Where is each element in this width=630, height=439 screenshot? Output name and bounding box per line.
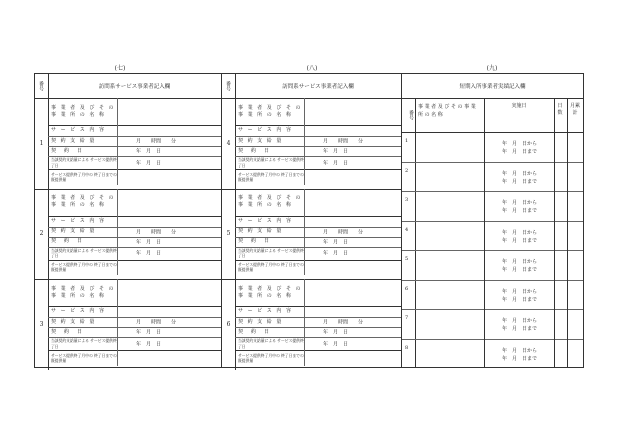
period-from[interactable]: 年 月 日から xyxy=(502,318,538,324)
field-value[interactable] xyxy=(118,327,221,337)
short-stay-row xyxy=(402,221,583,252)
field-placeholder: 月 時間 分 xyxy=(323,229,364,235)
block-number: 1 xyxy=(35,98,49,189)
row-number: 1 xyxy=(405,138,409,144)
field-label: サービス提供終了月中の 終了日までの既提供量 xyxy=(48,260,118,276)
field-placeholder: 月 時間 分 xyxy=(136,319,177,326)
field-value[interactable] xyxy=(305,327,401,337)
field-placeholder: 月 時間 分 xyxy=(323,319,364,326)
field-value[interactable] xyxy=(305,136,401,146)
field-label: 契 約 支 給 量 xyxy=(235,227,305,237)
column-divider xyxy=(567,132,568,162)
field-label: 当該契約支給量による サービス提供終了日 xyxy=(235,156,305,169)
field-label: 契 約 支 給 量 xyxy=(235,136,305,146)
field-value[interactable] xyxy=(305,125,401,136)
field-label: 当該契約支給量による サービス提供終了日 xyxy=(48,156,118,169)
form-row-end-date xyxy=(48,337,221,351)
field-value[interactable] xyxy=(305,260,401,276)
field-value[interactable] xyxy=(118,189,221,216)
column-divider xyxy=(567,162,568,192)
field-placeholder: 年 月 日 xyxy=(136,341,162,347)
column-divider xyxy=(567,250,568,280)
form-row-summary xyxy=(48,169,221,185)
block-number: 5 xyxy=(222,189,236,280)
field-placeholder: 月 時間 分 xyxy=(323,138,364,145)
field-value[interactable] xyxy=(305,156,401,169)
field-label: 契 約 日 xyxy=(48,146,118,156)
period-from[interactable]: 年 月 日から xyxy=(502,229,538,236)
field-value[interactable] xyxy=(305,216,401,227)
period-from[interactable]: 年 月 日から xyxy=(502,347,538,354)
service-block xyxy=(222,189,401,281)
row-number: 7 xyxy=(405,315,409,321)
form-row-provider xyxy=(235,189,401,217)
field-placeholder: 年 月 日 xyxy=(136,329,162,336)
row-number: 2 xyxy=(405,167,409,174)
field-value[interactable] xyxy=(118,317,221,327)
column-divider xyxy=(484,162,485,192)
header-title: 訪問系サービス事業者記入欄 xyxy=(282,84,354,90)
column-divider xyxy=(554,191,555,221)
field-label: 契 約 日 xyxy=(48,237,118,247)
field-value[interactable] xyxy=(118,279,221,306)
field-value[interactable] xyxy=(305,237,401,247)
field-placeholder: 年 月 日 xyxy=(323,250,349,257)
column-days: 日数 xyxy=(557,103,563,116)
column-divider xyxy=(484,280,485,310)
field-value[interactable] xyxy=(118,98,221,125)
period-to[interactable]: 年 月 日まで xyxy=(502,178,538,185)
row-number: 8 xyxy=(405,344,409,351)
field-placeholder: 年 月 日 xyxy=(136,148,162,155)
field-label: 契 約 日 xyxy=(235,146,305,156)
column-divider xyxy=(554,309,555,339)
form-row-provider xyxy=(48,279,221,307)
form-row-end-date xyxy=(235,156,401,170)
period-to[interactable]: 年 月 日まで xyxy=(502,237,538,244)
header-number-label: 番号 xyxy=(222,74,236,98)
field-label: サ ー ビ ス 内 容 xyxy=(235,125,305,136)
section-9-panel xyxy=(401,73,584,368)
section-label-8: (八) xyxy=(306,65,318,72)
field-value[interactable] xyxy=(118,260,221,276)
field-label: サービス提供終了月中の 終了日までの既提供量 xyxy=(235,260,305,276)
section-9-header xyxy=(402,74,583,99)
field-value[interactable] xyxy=(305,169,401,185)
period-to[interactable]: 年 月 日まで xyxy=(502,208,538,214)
field-value[interactable] xyxy=(305,317,401,327)
form-row-end-date xyxy=(235,337,401,351)
field-value[interactable] xyxy=(118,146,221,156)
field-label: 事 業 者 及 び そ の 事 業 所 の 名 称 xyxy=(48,189,118,216)
field-label: 事 業 者 及 び そ の 事 業 所 の 名 称 xyxy=(235,189,305,216)
field-label: サ ー ビ ス 内 容 xyxy=(48,125,118,136)
section-8-header xyxy=(222,74,401,99)
form-row-provider xyxy=(48,98,221,126)
service-block xyxy=(35,98,221,190)
column-divider xyxy=(567,191,568,221)
block-number: 6 xyxy=(222,279,236,370)
field-value[interactable] xyxy=(305,247,401,260)
short-stay-row xyxy=(402,280,583,311)
field-placeholder: 年 月 日 xyxy=(136,250,162,257)
field-label: サービス提供終了月中の 終了日までの既提供量 xyxy=(235,169,305,185)
field-label: 契 約 日 xyxy=(235,237,305,247)
field-label: 契 約 日 xyxy=(235,327,305,337)
field-value[interactable] xyxy=(305,227,401,237)
service-block xyxy=(222,279,401,370)
field-label: サービス提供終了月中の 終了日までの既提供量 xyxy=(48,169,118,185)
section-label-7: (七) xyxy=(114,65,126,72)
period-from[interactable]: 年 月 日から xyxy=(502,259,538,265)
field-label: 当該契約支給量による サービス提供終了日 xyxy=(48,247,118,260)
column-divider xyxy=(567,280,568,310)
field-placeholder: 年 月 日 xyxy=(323,148,349,155)
field-label: 事 業 者 及 び そ の 事 業 所 の 名 称 xyxy=(48,279,118,306)
block-number: 3 xyxy=(35,279,49,370)
column-divider xyxy=(567,339,568,369)
column-divider xyxy=(484,309,485,339)
field-value[interactable] xyxy=(305,337,401,350)
short-stay-row xyxy=(402,309,583,340)
field-label: サ ー ビ ス 内 容 xyxy=(235,306,305,317)
section-label-9: (九) xyxy=(486,65,498,72)
period-from[interactable]: 年 月 日から xyxy=(502,288,538,295)
field-label: 契 約 支 給 量 xyxy=(235,317,305,327)
field-value[interactable] xyxy=(118,306,221,317)
field-value[interactable] xyxy=(305,189,401,216)
section-7-header xyxy=(35,74,221,99)
column-divider xyxy=(484,191,485,221)
period-from[interactable]: 年 月 日から xyxy=(502,200,538,206)
header-title: 短期入所事業者実績記入欄 xyxy=(459,84,526,90)
period-to[interactable]: 年 月 日まで xyxy=(502,149,538,155)
field-value[interactable] xyxy=(118,350,221,366)
column-divider xyxy=(554,280,555,310)
field-value[interactable] xyxy=(305,306,401,317)
period-to[interactable]: 年 月 日まで xyxy=(502,296,538,303)
field-value[interactable] xyxy=(118,169,221,185)
form-row-end-date xyxy=(48,156,221,170)
service-block xyxy=(35,189,221,281)
row-number: 6 xyxy=(405,285,409,292)
service-block xyxy=(222,98,401,190)
column-divider xyxy=(554,250,555,280)
column-divider xyxy=(554,339,555,369)
column-divider xyxy=(567,221,568,251)
field-value[interactable] xyxy=(305,146,401,156)
field-value[interactable] xyxy=(118,136,221,146)
form-row-summary xyxy=(48,260,221,276)
field-placeholder: 年 月 日 xyxy=(323,239,349,245)
field-label: 契 約 支 給 量 xyxy=(48,317,118,327)
field-value[interactable] xyxy=(305,279,401,306)
field-value[interactable] xyxy=(118,156,221,169)
form-row-provider xyxy=(48,189,221,217)
form-row-summary xyxy=(235,350,401,366)
form-row-summary xyxy=(235,169,401,185)
form-row-end-date xyxy=(48,247,221,261)
field-value[interactable] xyxy=(305,98,401,125)
period-to[interactable]: 年 月 日まで xyxy=(502,355,538,362)
field-label: サ ー ビ ス 内 容 xyxy=(48,306,118,317)
field-label: 事 業 者 及 び そ の 事 業 所 の 名 称 xyxy=(235,98,305,125)
block-number: 2 xyxy=(35,189,49,280)
column-divider xyxy=(554,221,555,251)
form-row-summary xyxy=(48,350,221,366)
short-stay-row xyxy=(402,191,583,222)
column-divider xyxy=(484,221,485,251)
short-stay-row xyxy=(402,132,583,163)
field-label: サービス提供終了月中の 終了日までの既提供量 xyxy=(235,350,305,366)
field-value[interactable] xyxy=(118,237,221,247)
field-placeholder: 年 月 日 xyxy=(323,160,349,166)
field-label: 事 業 者 及 び そ の 事 業 所 の 名 称 xyxy=(235,279,305,306)
field-value[interactable] xyxy=(118,216,221,227)
column-divider xyxy=(484,132,485,162)
period-from[interactable]: 年 月 日から xyxy=(502,170,538,177)
period-to[interactable]: 年 月 日まで xyxy=(502,267,538,273)
field-value[interactable] xyxy=(118,227,221,237)
field-value[interactable] xyxy=(118,125,221,136)
header-title: 訪問系サービス事業者記入欄 xyxy=(98,84,171,90)
form-row-end-date xyxy=(235,247,401,261)
field-label: サ ー ビ ス 内 容 xyxy=(235,216,305,227)
form-row-provider xyxy=(235,279,401,307)
field-value[interactable] xyxy=(305,350,401,366)
period-from[interactable]: 年 月 日から xyxy=(502,141,538,147)
column-divider xyxy=(484,339,485,369)
field-label: サ ー ビ ス 内 容 xyxy=(48,216,118,227)
column-divider xyxy=(567,309,568,339)
column-total: 月累計 xyxy=(570,103,581,116)
field-label: 当該契約支給量による サービス提供終了日 xyxy=(48,337,118,350)
field-value[interactable] xyxy=(118,337,221,350)
section-7-panel xyxy=(34,73,222,368)
column-divider xyxy=(554,162,555,192)
field-label: 契 約 支 給 量 xyxy=(48,227,118,237)
row-number: 4 xyxy=(405,226,409,233)
field-placeholder: 月 時間 分 xyxy=(136,229,177,235)
field-label: 事 業 者 及 び そ の 事 業 所 の 名 称 xyxy=(48,98,118,125)
service-block xyxy=(35,279,221,370)
column-period: 実施日 xyxy=(511,103,527,109)
short-stay-row xyxy=(402,339,583,369)
field-value[interactable] xyxy=(118,247,221,260)
field-placeholder: 年 月 日 xyxy=(136,239,162,245)
field-placeholder: 年 月 日 xyxy=(136,160,162,166)
column-number: 番号 xyxy=(408,110,414,120)
field-label: 当該契約支給量による サービス提供終了日 xyxy=(235,337,305,350)
field-label: サービス提供終了月中の 終了日までの既提供量 xyxy=(48,350,118,366)
field-placeholder: 年 月 日 xyxy=(323,329,349,336)
field-placeholder: 月 時間 分 xyxy=(136,138,177,145)
field-label: 当該契約支給量による サービス提供終了日 xyxy=(235,247,305,260)
header-number-label: 番号 xyxy=(35,74,49,98)
field-placeholder: 年 月 日 xyxy=(323,341,349,347)
field-label: 契 約 日 xyxy=(48,327,118,337)
short-stay-row xyxy=(402,250,583,281)
period-to[interactable]: 年 月 日まで xyxy=(502,326,538,332)
column-divider xyxy=(484,250,485,280)
short-stay-row xyxy=(402,162,583,193)
row-number: 5 xyxy=(405,256,409,262)
field-label: 契 約 支 給 量 xyxy=(48,136,118,146)
form-row-summary xyxy=(235,260,401,276)
row-number: 3 xyxy=(405,197,409,203)
block-number: 4 xyxy=(222,98,236,189)
column-provider: 事 業 者 及 び そ の 事 業 所 の 名 称 xyxy=(418,104,476,118)
section-9-column-header xyxy=(402,98,583,133)
column-divider xyxy=(554,132,555,162)
form-row-provider xyxy=(235,98,401,126)
section-8-panel xyxy=(221,73,402,368)
